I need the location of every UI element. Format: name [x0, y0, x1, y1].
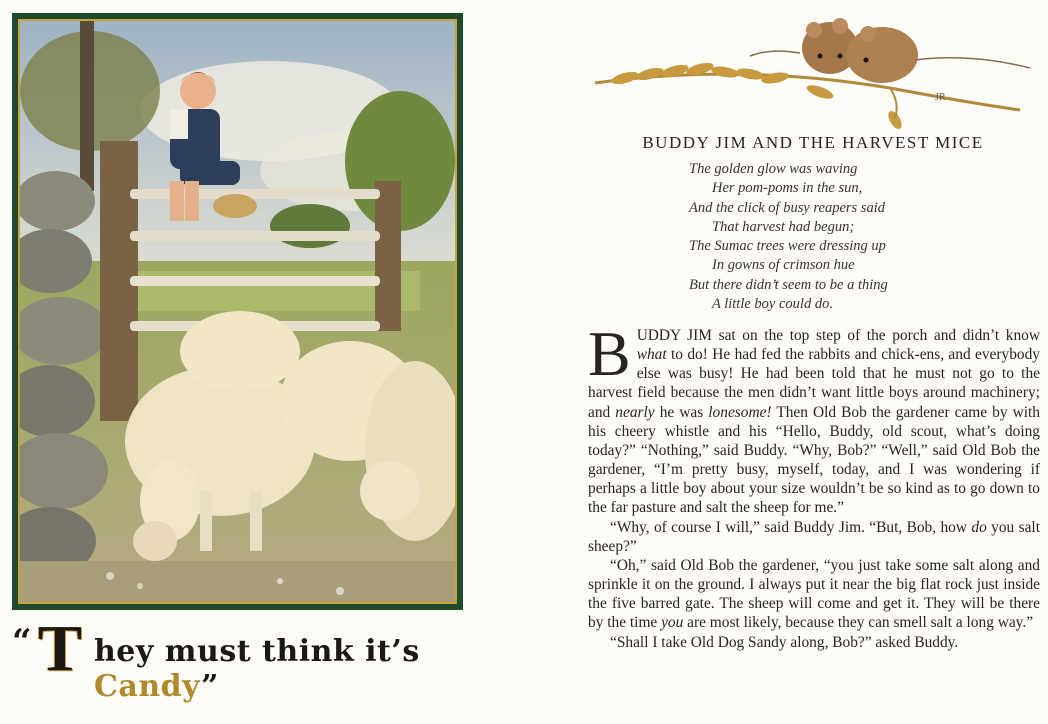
caption-text: [94, 634, 470, 704]
story-paragraph: [588, 518, 1040, 556]
poem-line: Her pom-poms in the sun,: [712, 180, 863, 197]
illustration-frame: [12, 13, 463, 610]
illustration-caption: [10, 612, 470, 704]
paragraph-text: are most likely, because they can smell salt a long way.”: [683, 614, 1034, 632]
paragraph-emphasis: lonesome!: [708, 403, 772, 421]
artist-signature: JR: [935, 92, 946, 103]
paragraph-emphasis: you: [661, 614, 684, 632]
paragraph-text: to do! He had fed the rabbits and chick-ens, and everybody else was busy! He had been told that he must not go to the harvest field because the men didn’t want little boys around machinery; and: [588, 346, 1040, 421]
paragraph-text: “Why, of course I will,” said Buddy Jim. “But, Bob, how: [610, 518, 972, 536]
poem-line: The Sumac trees were dressing up: [689, 238, 886, 255]
paragraph-emphasis: what: [636, 346, 667, 364]
poem-line: And the click of busy reapers said: [689, 199, 885, 216]
paragraph-text: he was: [654, 403, 709, 421]
caption-initial-letter: T: [38, 612, 83, 685]
story-paragraph: “Shall I take Old Dog Sandy along, Bob?” asked Buddy.: [610, 633, 959, 651]
caption-close-quote: ”: [201, 669, 219, 704]
paragraph-emphasis: do: [971, 518, 987, 536]
caption-open-quote: “: [12, 622, 32, 662]
paragraph-text: UDDY JIM sat on the top step of the porch and didn’t know: [636, 327, 1040, 344]
poem-line: The golden glow was waving: [689, 161, 858, 177]
poem-line: In gowns of crimson hue: [712, 257, 855, 274]
caption-candy-word: Candy: [94, 669, 202, 704]
harvest-mice-vignette: [590, 8, 1040, 133]
poem-line: A little boy could do.: [712, 296, 833, 313]
epigraph-poem: [560, 160, 1048, 314]
paragraph-emphasis: nearly: [615, 403, 655, 421]
story-paragraph: [588, 318, 1040, 518]
paragraph-text: “Oh,” said Old Bob the gardener, “you just take some salt along and sprinkle it on the ground. I always put it near the big flat rock just inside the five barred gate. The sheep will come and get it. They will be there by the time: [588, 556, 1040, 632]
boy-on-fence-with-sheep-illustration: [20, 21, 455, 602]
poem-line: That harvest had begun;: [712, 218, 855, 235]
paragraph-text: Then Old Bob the gardener came by with his cheery whistle and his “Hello, Buddy, old scout, what’s doing today?” “Nothing,” said Buddy. “Why, Bob?” “Well,” said Old Bob the gardener, “I’m pretty busy, myself, today, and I was wondering if perhaps a little boy about your size wouldn’t be so kind as to go down to the far pasture and salt the sheep for me.”: [588, 403, 1040, 517]
story-body: [588, 318, 1040, 652]
story-paragraph: [588, 556, 1040, 633]
paragraph-text: you salt sheep?”: [588, 518, 1040, 555]
drop-cap: B: [588, 318, 631, 389]
harvest-mice-on-wheat-illustration: [590, 8, 1040, 133]
illustration-plate: [18, 19, 457, 604]
poem-line: But there didn’t seem to be a thing: [689, 276, 888, 293]
story-title: BUDDY JIM AND THE HARVEST MICE: [642, 133, 984, 152]
caption-text-main: hey must think it’s: [94, 634, 420, 669]
